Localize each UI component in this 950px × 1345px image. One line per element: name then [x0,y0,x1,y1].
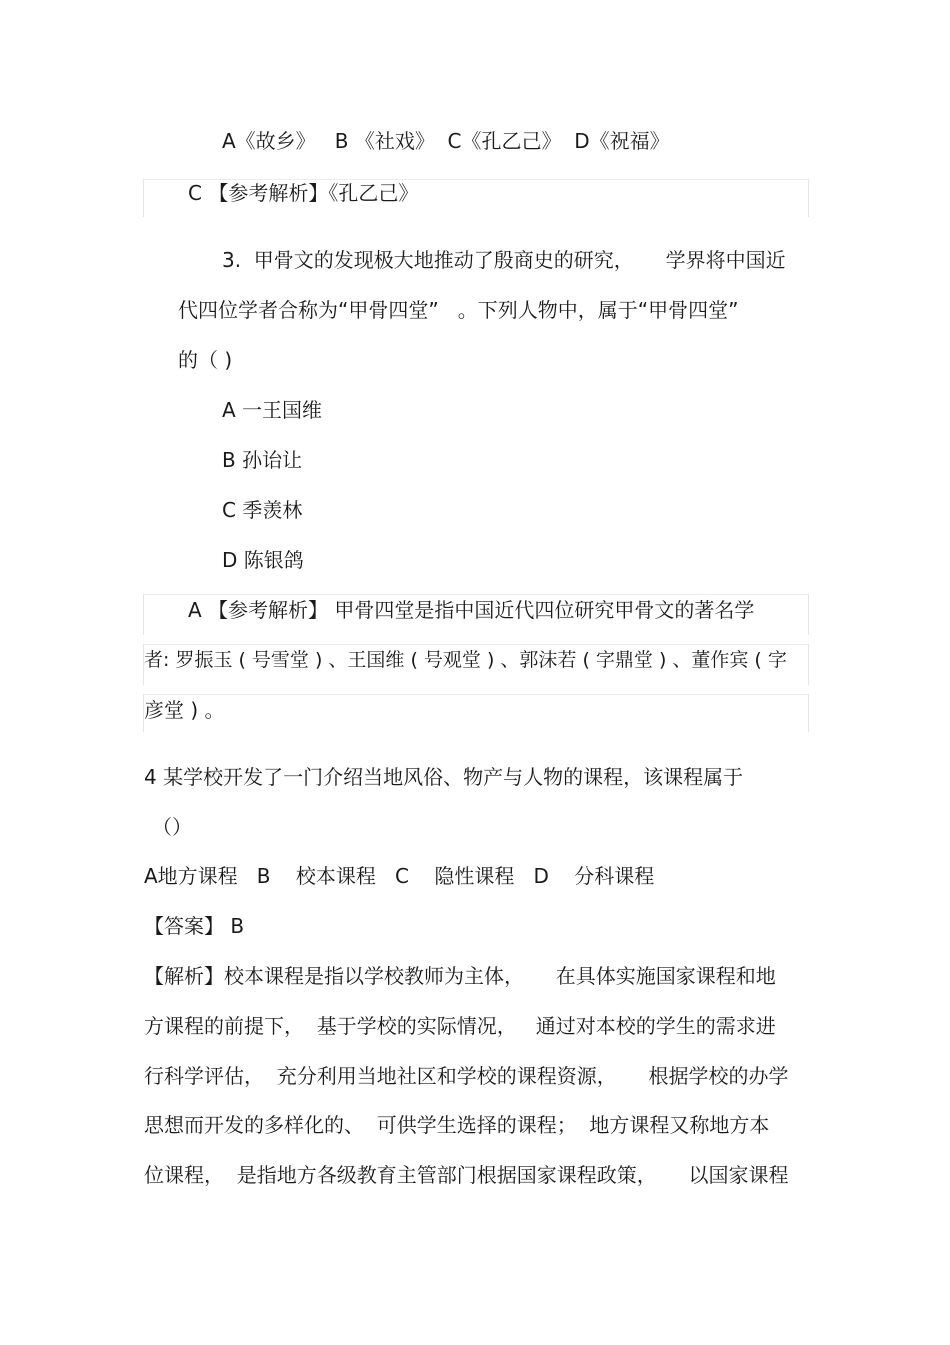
q4-analysis-line-4: 思想而开发的多样化的、 可供学生选择的课程； 地方课程又称地方本 [144,1113,770,1137]
q4-analysis-line-1: 【解析】校本课程是指以学校教师为主体， 在具体实施国家课程和地 [144,964,776,988]
q4-options: A地方课程 B 校本课程 C 隐性课程 D 分科课程 [144,864,655,888]
q4-analysis-line-3: 行科学评估， 充分利用当地社区和学校的课程资源， 根据学校的办学 [144,1064,789,1088]
q3-option-a: A 一王国维 [222,398,323,422]
q4-analysis-line-5: 位课程， 是指地方各级教育主管部门根据国家课程政策， 以国家课程 [144,1163,789,1187]
q3-option-c: C 季羡林 [222,498,303,522]
q3-analysis-box-3 [143,694,809,732]
q3-analysis-line-1: A 【参考解析】 甲骨四堂是指中国近代四位研究甲骨文的著名学 [188,598,755,622]
q4-analysis-line-2: 方课程的前提下， 基于学校的实际情况， 通过对本校的学生的需求进 [144,1014,776,1038]
q3-stem-line-3: 的（ ) [178,348,233,372]
q2-options: A《故乡》 B 《社戏》 C《孔乙己》 D《祝福》 [222,129,670,153]
q4-stem-line-1: 4 某学校开发了一门介绍当地风俗、物产与人物的课程，该课程属于 [144,765,744,789]
q2-answer: C 【参考解析】《孔乙己》 [188,181,419,205]
q3-option-b: B 孙诒让 [222,448,303,472]
q3-analysis-line-3: 彦堂 ) 。 [144,698,225,722]
q3-stem-line-1: 3. 甲骨文的发现极大地推动了殷商史的研究， 学界将中国近 [222,248,786,272]
q3-analysis-line-2: 者: 罗振玉 ( 号雪堂 ) 、王国维 ( 号观堂 ) 、郭沫若 ( 字鼎堂 ) 、董作宾 ( 字 [144,649,787,671]
q4-stem-line-2: （） [152,815,192,839]
q3-option-d: D 陈银鸽 [222,548,304,572]
q3-stem-line-2: 代四位学者合称为“甲骨四堂” 。下列人物中，属于“甲骨四堂” [178,298,739,322]
q4-answer: 【答案】 B [144,914,245,938]
